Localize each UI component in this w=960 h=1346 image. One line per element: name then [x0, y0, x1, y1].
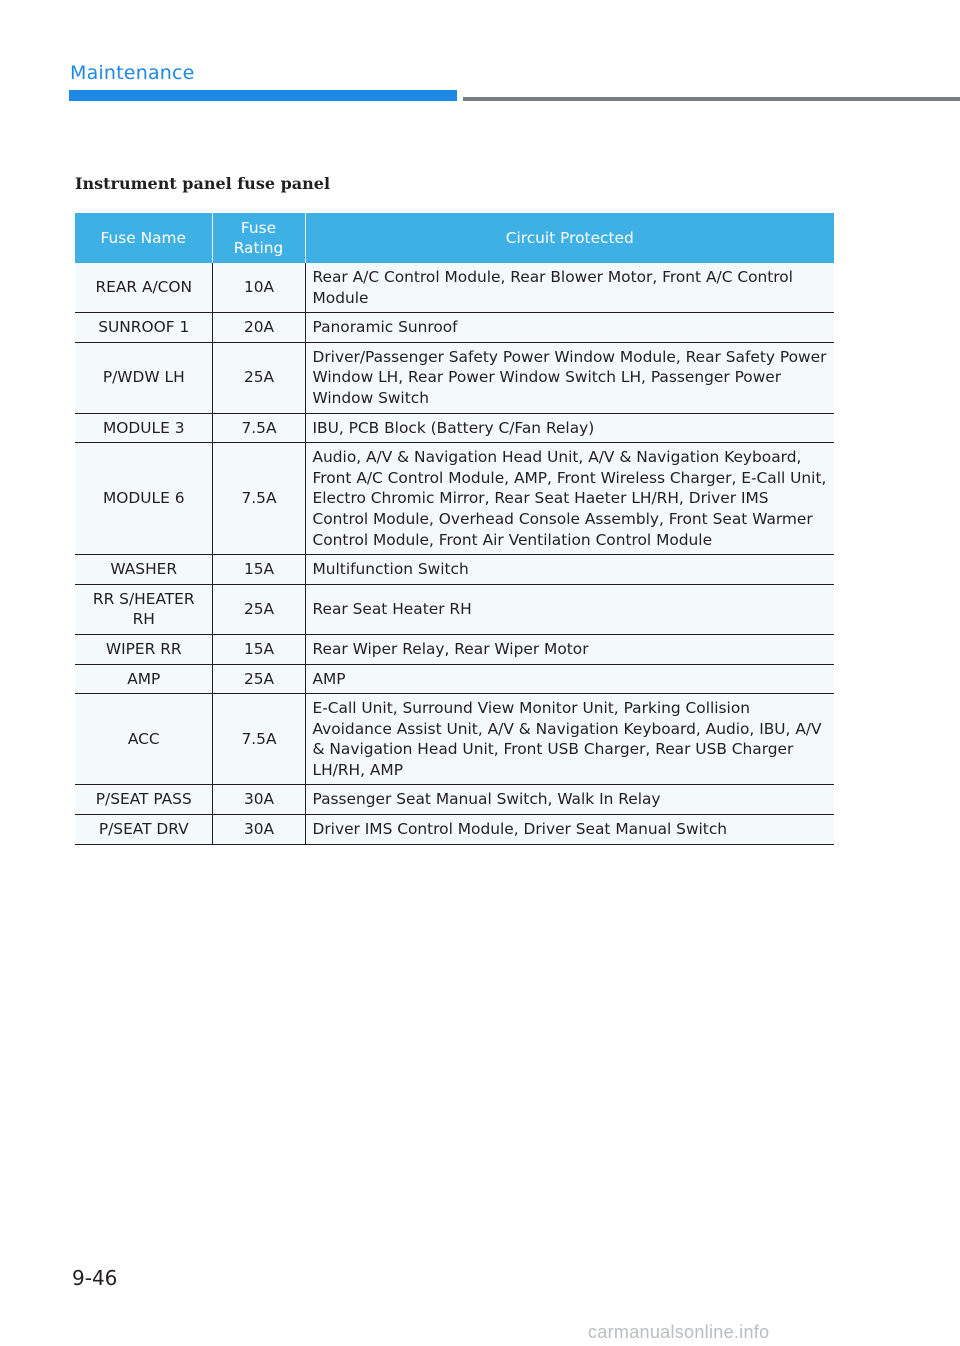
circuit-protected-cell: Rear A/C Control Module, Rear Blower Motor, Front A/C Control Module	[305, 263, 834, 313]
circuit-protected-cell: AMP	[305, 664, 834, 694]
section-title: Instrument panel fuse panel	[75, 174, 331, 193]
table-row	[75, 413, 834, 443]
circuit-protected-cell: Rear Wiper Relay, Rear Wiper Motor	[305, 634, 834, 664]
fuse-rating-cell: 20A	[212, 313, 305, 343]
table-row	[75, 634, 834, 664]
page-number: 9-46	[72, 1266, 118, 1290]
column-header-fuse-rating	[212, 213, 305, 263]
column-header-fuse-name: Fuse Name	[75, 213, 212, 263]
circuit-protected-cell: Panoramic Sunroof	[305, 313, 834, 343]
table-row	[75, 313, 834, 343]
fuse-name-cell: AMP	[75, 664, 212, 694]
watermark: carmanualsonline.info	[588, 1322, 770, 1342]
table-row	[75, 664, 834, 694]
circuit-protected-cell: E-Call Unit, Surround View Monitor Unit, Parking Collision Avoidance Assist Unit, A/V & Navigation Keyboard, Audio, IBU, A/V & Navigation Head Unit, Front USB Charger, Rear USB Charger LH/RH, AMP	[305, 694, 834, 785]
circuit-protected-cell: Multifunction Switch	[305, 555, 834, 585]
fuse-rating-cell: 25A	[212, 664, 305, 694]
fuse-rating-cell: 25A	[212, 584, 305, 634]
circuit-protected-cell: Driver IMS Control Module, Driver Seat Manual Switch	[305, 815, 834, 845]
fuse-rating-cell: 7.5A	[212, 443, 305, 555]
header-rule-gray	[463, 97, 960, 101]
fuse-rating-cell: 15A	[212, 634, 305, 664]
fuse-rating-cell: 7.5A	[212, 694, 305, 785]
table-row	[75, 555, 834, 585]
table-row	[75, 443, 834, 555]
circuit-protected-cell: Audio, A/V & Navigation Head Unit, A/V & Navigation Keyboard, Front A/C Control Module, AMP, Front Wireless Charger, E-Call Unit, Electro Chromic Mirror, Rear Seat Haeter LH/RH, Driver IMS Control Module, Overhead Console Assembly, Front Seat Warmer Control Module, Front Air Ventilation Control Module	[305, 443, 834, 555]
table-row	[75, 263, 834, 313]
table-row	[75, 815, 834, 845]
table-row	[75, 342, 834, 413]
header-rule-blue	[69, 90, 457, 101]
fuse-name-cell: MODULE 6	[75, 443, 212, 555]
fuse-name-cell: MODULE 3	[75, 413, 212, 443]
fuse-name-cell: P/SEAT PASS	[75, 785, 212, 815]
fuse-rating-cell: 30A	[212, 785, 305, 815]
fuse-name-cell: RR S/HEATER RH	[75, 584, 212, 634]
circuit-protected-cell: Passenger Seat Manual Switch, Walk In Relay	[305, 785, 834, 815]
fuse-name-cell: REAR A/CON	[75, 263, 212, 313]
fuse-table	[75, 213, 834, 845]
fuse-rating-cell: 30A	[212, 815, 305, 845]
circuit-protected-cell: Driver/Passenger Safety Power Window Module, Rear Safety Power Window LH, Rear Power Window Switch LH, Passenger Power Window Switch	[305, 342, 834, 413]
fuse-rating-cell: 25A	[212, 342, 305, 413]
fuse-name-cell: SUNROOF 1	[75, 313, 212, 343]
table-row	[75, 584, 834, 634]
column-header-fuse-rating-label: Fuse Rating	[233, 219, 284, 257]
fuse-rating-cell: 7.5A	[212, 413, 305, 443]
table-row	[75, 785, 834, 815]
circuit-protected-cell: IBU, PCB Block (Battery C/Fan Relay)	[305, 413, 834, 443]
fuse-name-cell: P/WDW LH	[75, 342, 212, 413]
fuse-name-cell: WIPER RR	[75, 634, 212, 664]
fuse-rating-cell: 10A	[212, 263, 305, 313]
table-header-row	[75, 213, 834, 263]
table-row	[75, 694, 834, 785]
fuse-name-cell: ACC	[75, 694, 212, 785]
fuse-name-cell: WASHER	[75, 555, 212, 585]
fuse-rating-cell: 15A	[212, 555, 305, 585]
fuse-name-cell: P/SEAT DRV	[75, 815, 212, 845]
header-title: Maintenance	[70, 62, 195, 84]
circuit-protected-cell: Rear Seat Heater RH	[305, 584, 834, 634]
column-header-circuit-protected: Circuit Protected	[305, 213, 834, 263]
